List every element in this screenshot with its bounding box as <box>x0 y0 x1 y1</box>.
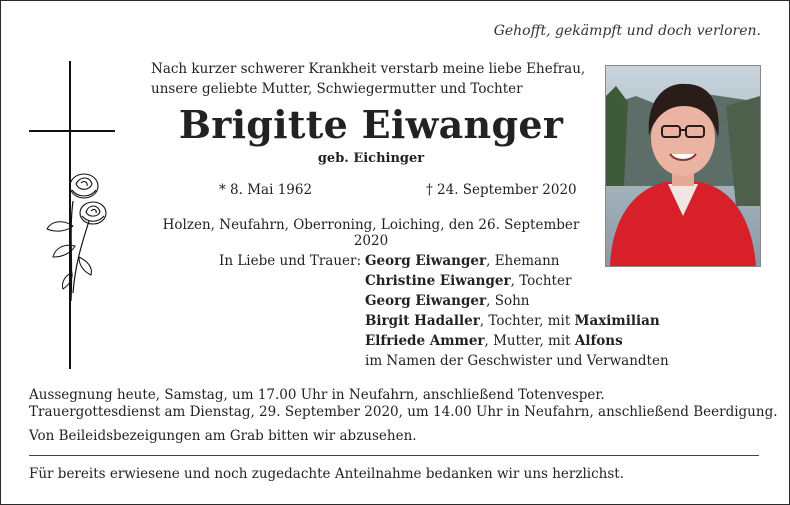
portrait-photo <box>605 65 761 267</box>
mourner-grandchild: Maximilian <box>574 313 660 329</box>
mourner-entry <box>365 331 669 351</box>
death-date: † 24. September 2020 <box>426 182 577 198</box>
mourner-relation: , Tochter <box>510 273 572 289</box>
mourner-grandchild: Alfons <box>574 333 623 349</box>
intro-line-1: Nach kurzer schwerer Krankheit verstarb meine liebe Ehefrau, <box>151 61 586 77</box>
mourner-name: Christine Eiwanger <box>365 273 511 289</box>
mourner-name: Georg Eiwanger <box>365 293 487 309</box>
cross-with-roses-icon <box>29 61 119 369</box>
mourner-relation: , Tochter, mit <box>479 313 575 329</box>
motto-text: Gehofft, gekämpft und doch verloren. <box>493 23 761 39</box>
maiden-name: geb. Eichinger <box>317 151 425 166</box>
intro-line-2: unsere geliebte Mutter, Schwiegermutter und Tochter <box>151 81 523 97</box>
mourners-label: In Liebe und Trauer: <box>219 253 362 269</box>
deceased-name: Brigitte Eiwanger <box>178 102 564 147</box>
funeral-service-text: Trauergottesdienst am Dienstag, 29. September 2020, um 14.00 Uhr in Neufahrn, anschließend Beerdigung. <box>29 404 778 420</box>
mourner-entry <box>365 291 669 311</box>
mourners-list <box>365 251 669 371</box>
thanks-text: Für bereits erwiesene und noch zugedachte Anteilnahme bedanken wir uns herzlichst. <box>29 466 625 482</box>
birth-date: * 8. Mai 1962 <box>219 182 313 198</box>
mourner-entry <box>365 311 669 331</box>
divider <box>29 455 759 456</box>
farewell-service-text: Aussegnung heute, Samstag, um 17.00 Uhr in Neufahrn, anschließend Totenvesper. <box>29 387 605 403</box>
mourner-name: Elfriede Ammer <box>365 333 485 349</box>
condolence-note: Von Beileidsbezeigungen am Grab bitten wir abzusehen. <box>29 428 417 444</box>
mourner-relation: , Mutter, mit <box>484 333 575 349</box>
intro-text <box>151 59 591 99</box>
mourner-name: Birgit Hadaller <box>365 313 480 329</box>
mourners-closing: im Namen der Geschwister und Verwandten <box>365 353 669 369</box>
mourner-name: Georg Eiwanger <box>365 253 487 269</box>
mourner-relation: , Ehemann <box>486 253 560 269</box>
mourner-relation: , Sohn <box>486 293 530 309</box>
mourner-entry <box>365 271 669 291</box>
place-and-date: Holzen, Neufahrn, Oberroning, Loiching, den 26. September 2020 <box>162 217 580 249</box>
